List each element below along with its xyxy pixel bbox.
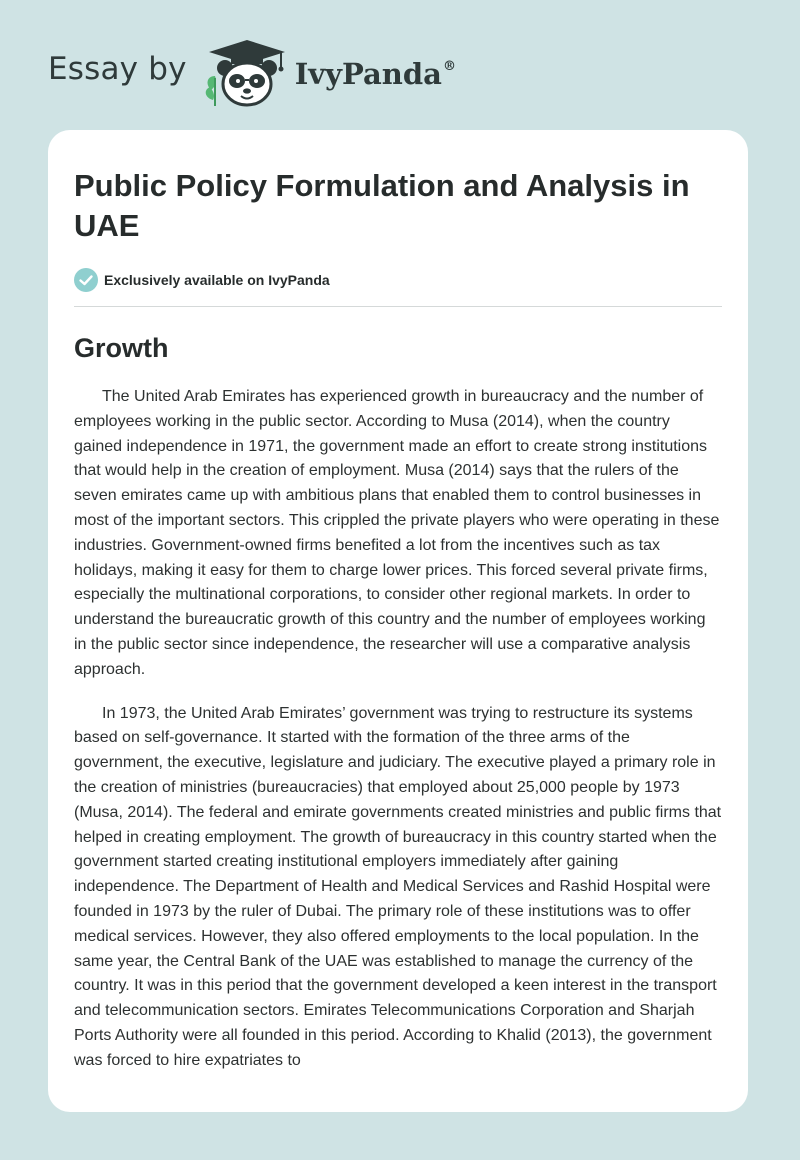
paragraph-1: The United Arab Emirates has experienced growth in bureaucracy and the number of employees working in the public sector. According to Musa (2014), when the country gained independence in 1971, the government made an effort to create strong institutions that would help in the creation of employment. Musa (2014) says that the rulers of the seven emirates came up with ambitious plans that enabled them to control businesses in most of the important sectors. This crippled the private players who were operating in these industries. Government-owned firms benefited a lot from the incentives such as tax holidays, making it easy for them to charge lower prices. This forced several private firms, especially the multinational corporations, to consider other regional markets. In order to understand the bureaucratic growth of this country and the number of employees working in the public sector since independence, the researcher will use a comparative analysis approach. bbox=[74, 388, 720, 678]
paragraph-2: In 1973, the United Arab Emirates’ government was trying to restructure its systems based on self-governance. It started with the formation of the three arms of the government, the executive, legislature and judiciary. The executive played a primary role in the creation of ministries (bureaucracies) that employed about 25,000 people by 1973 (Musa, 2014). The federal and emirate governments created ministries and public firms that helped in creating employment. The growth of bureaucracy in this country started when the government started creating institutional employers immediately after gaining independence. The Department of Health and Medical Services and Rashid Hospital were founded in 1973 by the ruler of Dubai. The primary role of these institutions was to offer medical services. However, they also offered employments to the local population. In the same year, the Central Bank of the UAE was established to manage the currency of the country. It was in this period that the government developed a keen interest in the transport and telecommunication sectors. Emirates Telecommunications Corporation and Sharjah Ports Authority were all founded in this period. According to Khalid (2013), the government was forced to hire expatriates to bbox=[74, 704, 722, 1069]
section-heading: Growth bbox=[74, 333, 169, 363]
brand-prefix: Essay by bbox=[48, 51, 187, 87]
brand-header[interactable] bbox=[48, 38, 456, 108]
panda-graduate-logo-icon bbox=[201, 38, 293, 108]
divider bbox=[74, 306, 722, 307]
exclusive-badge bbox=[74, 268, 722, 292]
brand-name: IvyPanda® bbox=[294, 57, 456, 91]
exclusive-badge-text: Exclusively available on IvyPanda bbox=[104, 272, 330, 288]
article-card bbox=[48, 130, 748, 1112]
page-title: Public Policy Formulation and Analysis in UAE bbox=[74, 168, 690, 243]
check-circle-icon bbox=[74, 268, 98, 292]
